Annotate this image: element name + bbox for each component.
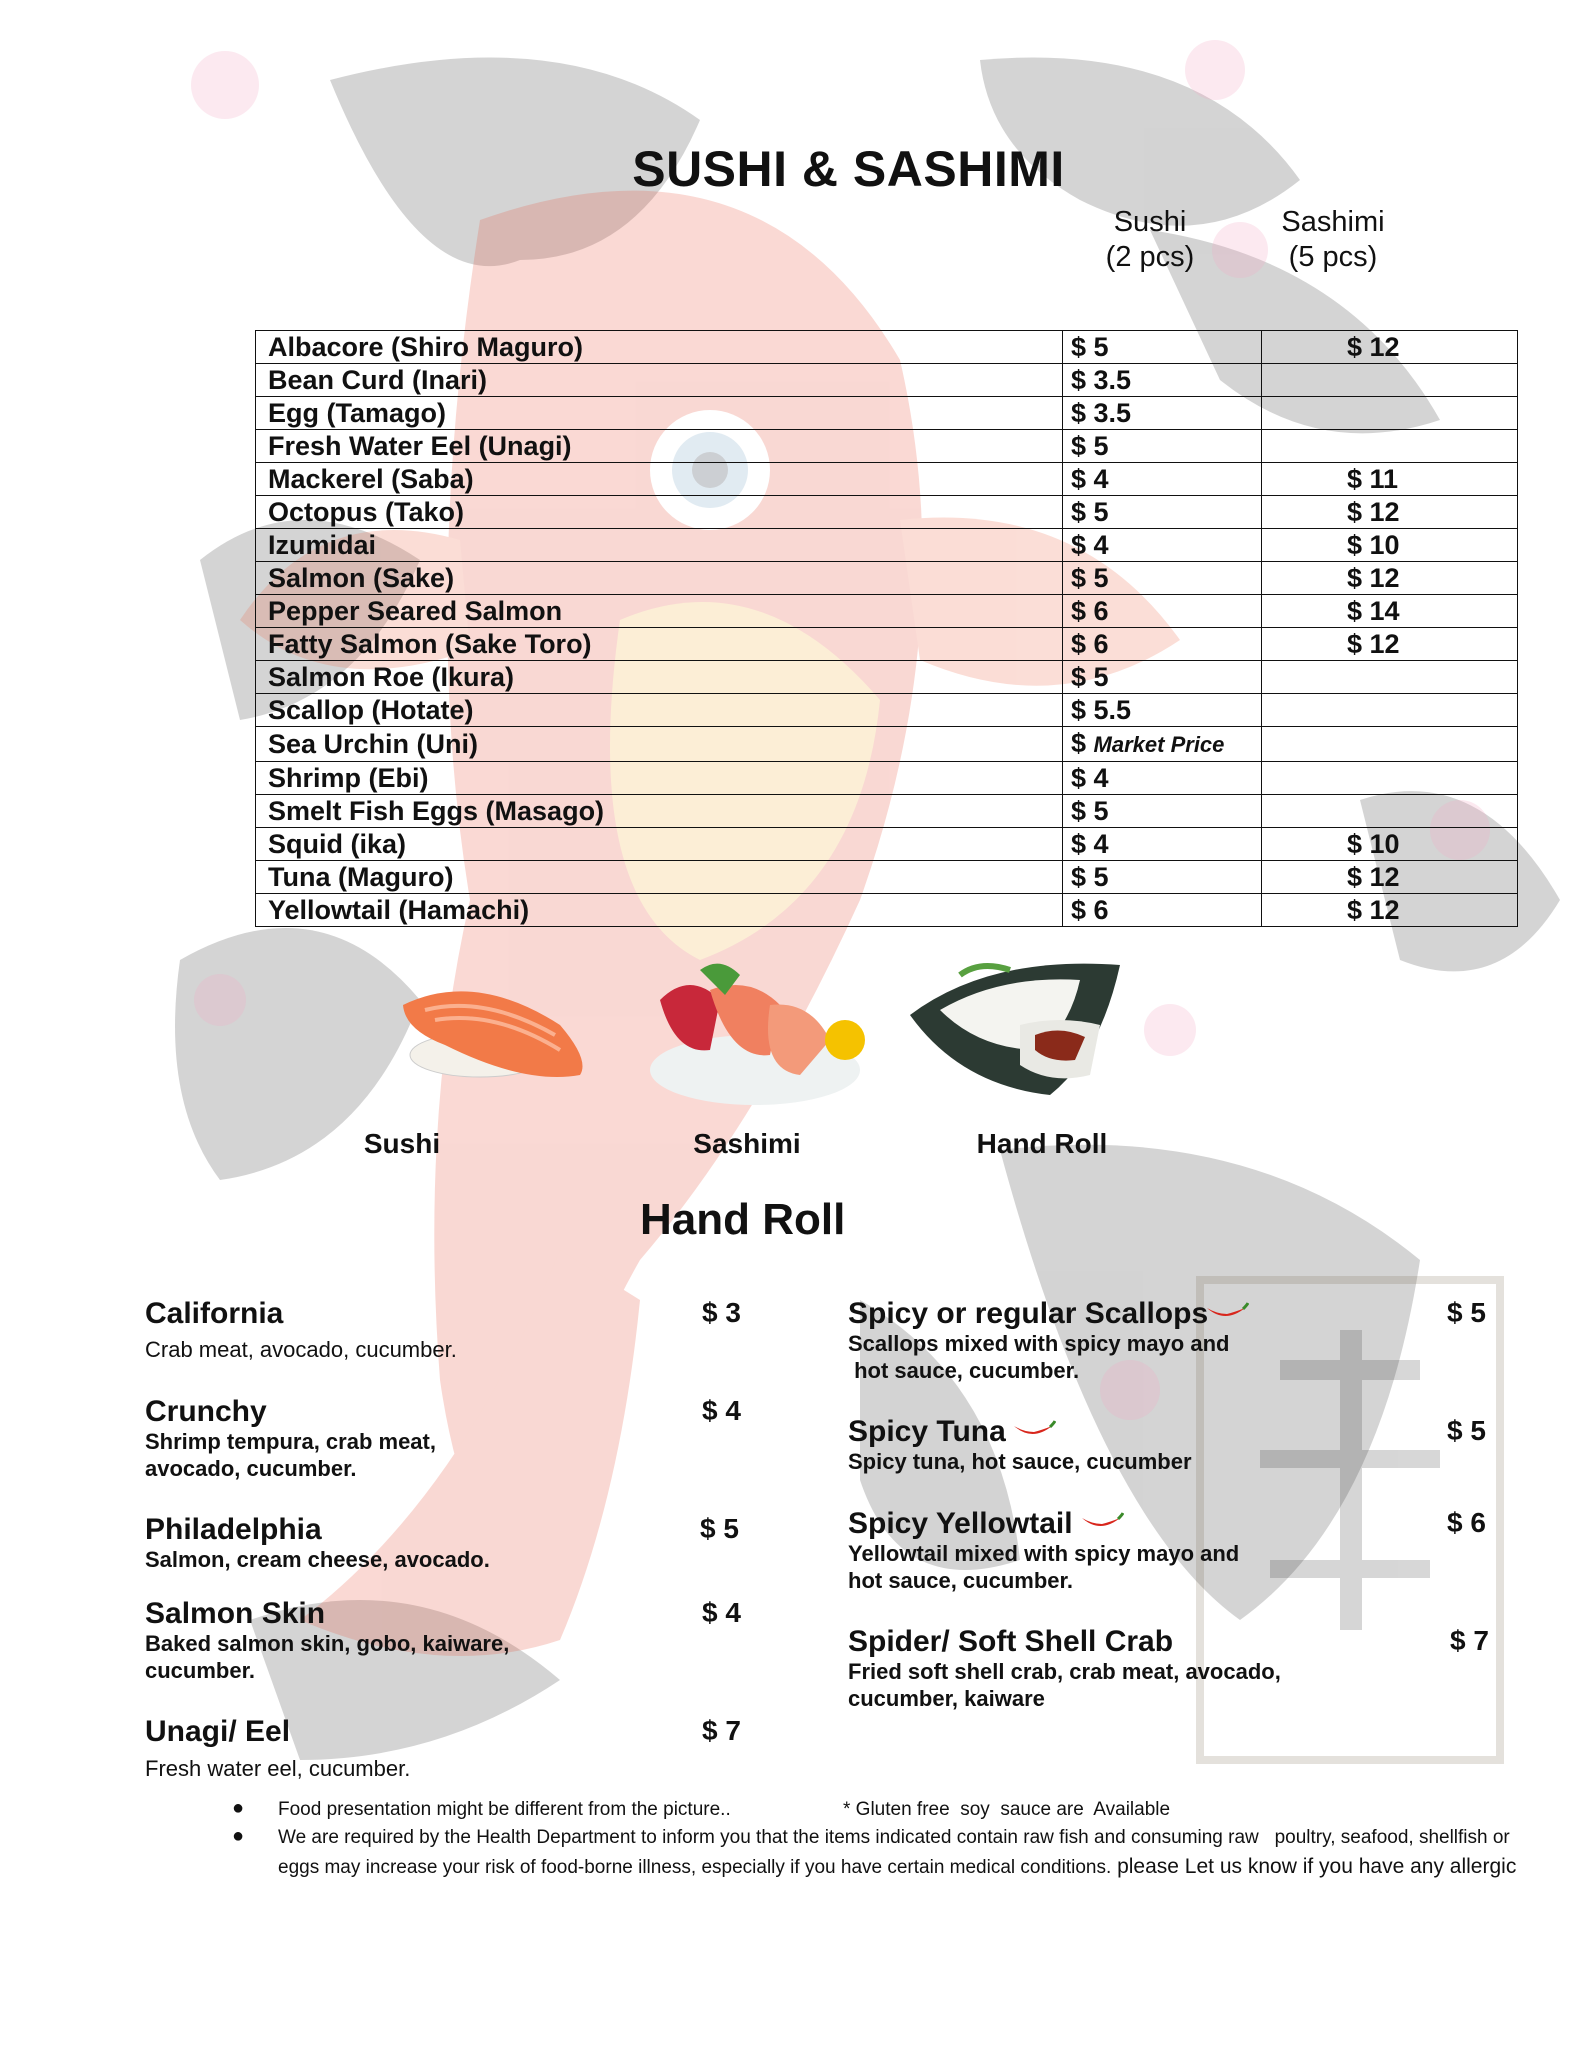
hand-roll-price: $ 4 [702,1395,741,1426]
hand-roll-price: $ 7 [702,1715,741,1746]
item-name: Sea Urchin (Uni) [256,727,1063,762]
sashimi-price [1262,795,1518,828]
sushi-price: $ 4 [1063,463,1262,496]
hand-roll-name: Spicy Yellowtail [848,1507,1073,1540]
table-row [256,661,1518,694]
table-row [256,595,1518,628]
table-row [256,795,1518,828]
hand-roll-description: avocado, cucumber. [145,1456,357,1481]
item-name: Fatty Salmon (Sake Toro) [256,628,1063,661]
table-row [256,562,1518,595]
hand-roll-description: hot sauce, cucumber. [848,1358,1080,1383]
hand-roll-description: Shrimp tempura, crab meat, [145,1429,436,1454]
sashimi-price [1262,430,1518,463]
note-gluten-free: * Gluten free soy sauce are Available [843,1799,1171,1820]
item-name: Fresh Water Eel (Unagi) [256,430,1063,463]
chili-pepper-icon [1080,1512,1124,1534]
sashimi-price: $ 10 [1262,529,1518,562]
hand-roll-name: Salmon Skin [145,1597,326,1630]
sashimi-price [1262,661,1518,694]
sushi-price: $ 5 [1063,331,1262,364]
table-row [256,628,1518,661]
chili-pepper-icon [1205,1302,1249,1324]
hand-roll-name: Spider/ Soft Shell Crab [848,1625,1174,1658]
sushi-price: $ 5 [1063,562,1262,595]
hand-roll-name: Philadelphia [145,1513,322,1546]
hand-roll-description: Salmon, cream cheese, avocado. [145,1547,490,1572]
item-name: Shrimp (Ebi) [256,762,1063,795]
item-name: Albacore (Shiro Maguro) [256,331,1063,364]
sashimi-price [1262,762,1518,795]
item-name: Octopus (Tako) [256,496,1063,529]
sushi-price: $ 5 [1063,795,1262,828]
table-row [256,894,1518,927]
sushi-price: $ 6 [1063,595,1262,628]
sashimi-price: $ 12 [1262,562,1518,595]
hand-roll-description: Spicy tuna, hot sauce, cucumber [848,1449,1192,1474]
column-header-sushi-pieces: (2 pcs) [1105,241,1195,273]
item-name: Pepper Seared Salmon [256,595,1063,628]
hand-roll-description: Fried soft shell crab, crab meat, avocado, [848,1659,1281,1684]
sushi-price-symbol: $ [1071,728,1087,758]
sushi-price: $ 5 [1063,861,1262,894]
hand-roll-price: $ 5 [700,1513,739,1544]
column-header-sushi-label: Sushi [1113,206,1187,238]
sashimi-price [1262,727,1518,762]
caption-sushi: Sushi [363,1128,441,1159]
hand-roll-description: Baked salmon skin, gobo, kaiware, [145,1631,510,1656]
item-name: Bean Curd (Inari) [256,364,1063,397]
sushi-price: $ 4 [1063,762,1262,795]
table-row [256,762,1518,795]
note-presentation: Food presentation might be different from the picture.. [278,1799,731,1820]
table-row [256,861,1518,894]
table-row [256,430,1518,463]
item-name: Yellowtail (Hamachi) [256,894,1063,927]
page-title: SUSHI & SASHIMI [632,141,1065,197]
column-header-sashimi [1238,205,1428,275]
table-row [256,727,1518,762]
hand-roll-name: Crunchy [145,1395,267,1428]
sushi-price: $ 5 [1063,430,1262,463]
table-row [256,463,1518,496]
sushi-price: $ 5.5 [1063,694,1262,727]
sushi-price: $ 3.5 [1063,364,1262,397]
hand-roll-price: $ 7 [1450,1625,1489,1656]
sushi-price: $ 5 [1063,661,1262,694]
hand-roll-price: $ 4 [702,1597,741,1628]
caption-hand-roll: Hand Roll [976,1128,1108,1159]
sashimi-price [1262,397,1518,430]
sushi-price: $ 4 [1063,828,1262,861]
hand-roll-name: California [145,1297,284,1330]
sushi-price: $ 5 [1063,496,1262,529]
sushi-price: $ 3.5 [1063,397,1262,430]
sushi-price-market [1063,727,1262,762]
sashimi-price: $ 12 [1262,894,1518,927]
hand-roll-title: Hand Roll [640,1195,846,1244]
market-price-label: Market Price [1093,732,1225,757]
hand-roll-name: Spicy Tuna [848,1415,1006,1448]
item-name: Tuna (Maguro) [256,861,1063,894]
item-name: Smelt Fish Eggs (Masago) [256,795,1063,828]
hand-roll-description: cucumber, kaiware [848,1686,1045,1711]
table-row [256,529,1518,562]
caption-sashimi: Sashimi [693,1128,801,1159]
note-allergy-text: please Let us know if you have any allergic [1111,1855,1517,1878]
column-header-sushi [1055,205,1245,275]
hand-roll-description: Scallops mixed with spicy mayo and [848,1331,1230,1356]
table-row [256,364,1518,397]
chili-pepper-icon [1012,1420,1056,1442]
sushi-price: $ 6 [1063,894,1262,927]
table-row [256,694,1518,727]
table-row [256,397,1518,430]
item-name: Izumidai [256,529,1063,562]
column-header-sashimi-pieces: (5 pcs) [1288,241,1378,273]
table-row [256,828,1518,861]
sushi-price: $ 4 [1063,529,1262,562]
table-row [256,331,1518,364]
sushi-sashimi-price-table [255,330,1518,927]
hand-roll-description: hot sauce, cucumber. [848,1568,1073,1593]
sashimi-price: $ 12 [1262,496,1518,529]
sushi-picture [385,975,600,1090]
hand-roll-picture [900,955,1135,1105]
sashimi-picture [640,960,870,1110]
hand-roll-description: Yellowtail mixed with spicy mayo and [848,1541,1240,1566]
note-health-line-2 [278,1853,1516,1882]
item-name: Salmon (Sake) [256,562,1063,595]
item-name: Scallop (Hotate) [256,694,1063,727]
hand-roll-price: $ 3 [702,1297,741,1328]
note-health-line-1: We are required by the Health Department to inform you that the items indicated contain raw fish and consuming raw poultry, seafood, shellfish or [278,1827,1510,1848]
table-row [256,496,1518,529]
sashimi-price [1262,364,1518,397]
column-header-sashimi-label: Sashimi [1281,206,1385,238]
item-name: Egg (Tamago) [256,397,1063,430]
bullet-icon: ● [232,1797,245,1819]
item-name: Mackerel (Saba) [256,463,1063,496]
hand-roll-name: Spicy or regular Scallops [848,1297,1209,1330]
hand-roll-description: cucumber. [145,1658,256,1683]
sashimi-price: $ 10 [1262,828,1518,861]
item-name: Squid (ika) [256,828,1063,861]
hand-roll-description: Fresh water eel, cucumber. [145,1756,411,1781]
sashimi-price: $ 11 [1262,463,1518,496]
sashimi-price [1262,694,1518,727]
sushi-price: $ 6 [1063,628,1262,661]
note-health-line-2-text: eggs may increase your risk of food-borne illness, especially if you have certain medical conditions. [278,1857,1112,1878]
sashimi-price: $ 12 [1262,861,1518,894]
bullet-icon: ● [232,1825,245,1847]
hand-roll-price: $ 5 [1447,1415,1486,1446]
hand-roll-description: Crab meat, avocado, cucumber. [145,1337,457,1362]
hand-roll-price: $ 5 [1447,1297,1486,1328]
item-name: Salmon Roe (Ikura) [256,661,1063,694]
sashimi-price: $ 12 [1262,628,1518,661]
hand-roll-name: Unagi/ Eel [145,1715,291,1748]
hand-roll-price: $ 6 [1447,1507,1486,1538]
sashimi-price: $ 12 [1262,331,1518,364]
sashimi-price: $ 14 [1262,595,1518,628]
